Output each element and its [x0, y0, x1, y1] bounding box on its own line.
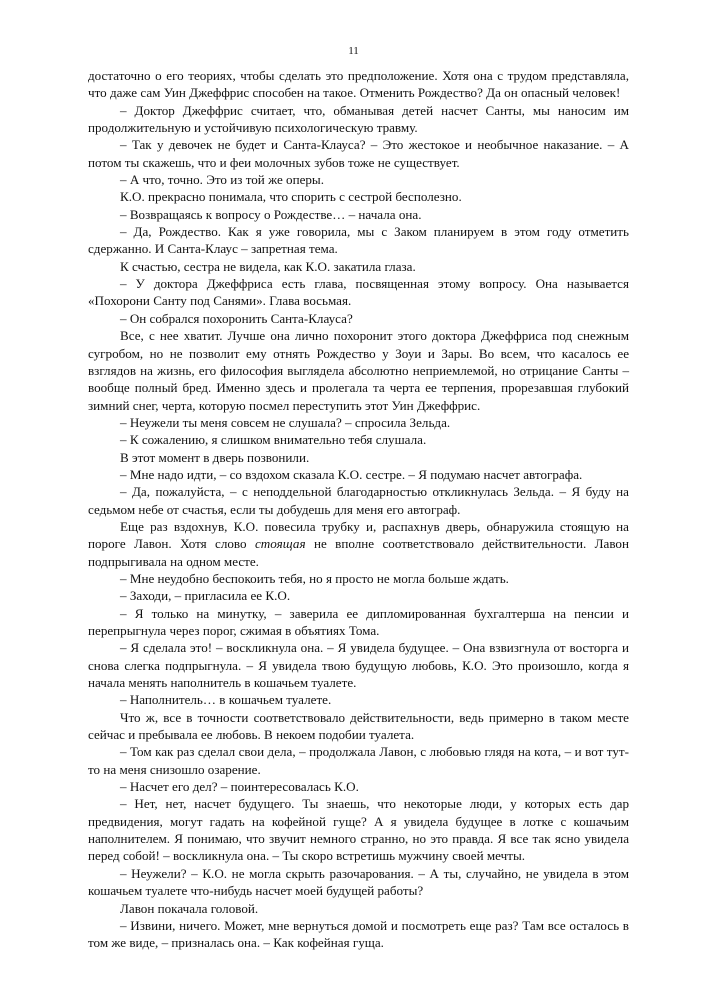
paragraph: – А что, точно. Это из той же оперы. — [120, 172, 325, 188]
paragraph: Все, с нее хватит. Лучше она лично похоронит этого доктора Джеффриса под снежным сугробом, но не позволит ему отнять Рождество у Зоуи и Зары. Во всем, что касалось ее взглядов на жизнь, его философия выглядела абсолютно неприемлемой, но отрицание Санты – вообще полный бред. Именно здесь и пролегала та черта ее терпения, прорезавшая глубокий зимний снег, черта, которую посмел переступить этот Уин Джеффрис. — [88, 328, 629, 413]
paragraph: – Неужели? – К.О. не могла скрыть разочарования. – А ты, случайно, не увидела в этом кошачьем туалете что-нибудь насчет моей будущей работы? — [88, 865, 629, 899]
paragraph: – Мне неудобно беспокоить тебя, но я просто не могла больше ждать. — [120, 570, 509, 586]
paragraph: – Заходи, – пригласила ее К.О. — [120, 588, 291, 604]
paragraph: – У доктора Джеффриса есть глава, посвященная этому вопросу. Она называется «Похорони Санту под Санями». Глава восьмая. — [88, 276, 629, 309]
paragraph: Что ж, все в точности соответствовало действительности, ведь примерно в таком месте сейчас и пребывала ее любовь. В некоем подобии туалета. — [88, 709, 629, 743]
paragraph: – Наполнитель… в кошачьем туалете. — [120, 692, 332, 708]
paragraph: – Я только на минутку, – заверила ее дипломированная бухгалтерша на пенсии и перепрыгнула через порог, сжимая в объятиях Тома. — [88, 605, 629, 638]
paragraph: К счастью, сестра не видела, как К.О. закатила глаза. — [120, 258, 416, 274]
paragraph: – Насчет его дел? – поинтересовалась К.О. — [120, 779, 359, 795]
paragraph: – Том как раз сделал свои дела, – продолжала Лавон, с любовью глядя на кота, – и вот тут-то на меня снизошло озарение. — [88, 744, 629, 777]
emphasized-word: стоящая — [254, 536, 306, 552]
paragraph-text: Еще раз вздохнув, К.О. повесила трубку и, распахнув дверь, обнаружила стоящую на пороге Лавон. Хотя слово — [88, 518, 629, 552]
paragraph: – Доктор Джеффрис считает, что, обманывая детей насчет Санты, мы наносим им продолжительную и устойчивую психологическую травму. — [88, 102, 629, 136]
paragraph: – Да, пожалуйста, – с неподдельной благодарностью откликнулась Зельда. – Я буду на седьмом небе от счастья, если ты добудешь для меня его автограф. — [88, 484, 629, 517]
paragraph: – К сожалению, я слишком внимательно тебя слушала. — [120, 432, 427, 448]
paragraph: – Возвращаясь к вопросу о Рождестве… – начала она. — [120, 206, 422, 222]
paragraph-text: не вполне соответствовало действительности. Лавон подпрыгивала на одном месте. — [88, 536, 629, 569]
paragraph: достаточно о его теориях, чтобы сделать это предположение. Хотя она с трудом представляла, что даже сам Уин Джеффрис способен на такое. Отменить Рождество? Да он опасный человек! — [88, 68, 629, 101]
paragraph: – Да, Рождество. Как я уже говорила, мы с Заком планируем в этом году отметить сдержанно. И Санта-Клаус – запретная тема. — [88, 224, 629, 257]
paragraph: В этот момент в дверь позвонили. — [120, 449, 310, 465]
paragraph: – Так у девочек не будет и Санта-Клауса? – Это жестокое и необычное наказание. – А потом ты скажешь, что и феи молочных зубов тоже не существует. — [88, 137, 629, 170]
paragraph: К.О. прекрасно понимала, что спорить с сестрой бесполезно. — [120, 189, 462, 205]
paragraph: – Неужели ты меня совсем не слушала? – спросила Зельда. — [120, 414, 451, 430]
paragraph: – Он собрался похоронить Санта-Клауса? — [120, 310, 353, 326]
body-text — [88, 67, 629, 952]
paragraph: Лавон покачала головой. — [120, 900, 259, 916]
paragraph: – Мне надо идти, – со вздохом сказала К.О. сестре. – Я подумаю насчет автографа. — [120, 466, 583, 482]
paragraph: – Извини, ничего. Может, мне вернуться домой и посмотреть еще раз? Там все осталось в том же виде, – призналась она. – Как кофейная гуща. — [88, 917, 629, 951]
paragraph: – Я сделала это! – воскликнула она. – Я увидела будущее. – Она взвизгнула от восторга и снова слегка подпрыгнула. – Я увидела твою будущую любовь, К.О. Это произошло, когда я начала менять наполнитель в кошачьем туалете. — [88, 640, 629, 691]
paragraph: – Нет, нет, насчет будущего. Ты знаешь, что некоторые люди, у которых есть дар предвидения, могут гадать на кофейной гуще? А я увидела будущее в лотке с кошачьим наполнителем. Я понимаю, что звучит немного странно, но это правда. Я все так ясно увидела перед собой! – воскликнула она. – Ты скоро встретишь мужчину своей мечты. — [88, 796, 629, 864]
paragraph — [88, 518, 629, 570]
page-number: 11 — [348, 45, 359, 57]
